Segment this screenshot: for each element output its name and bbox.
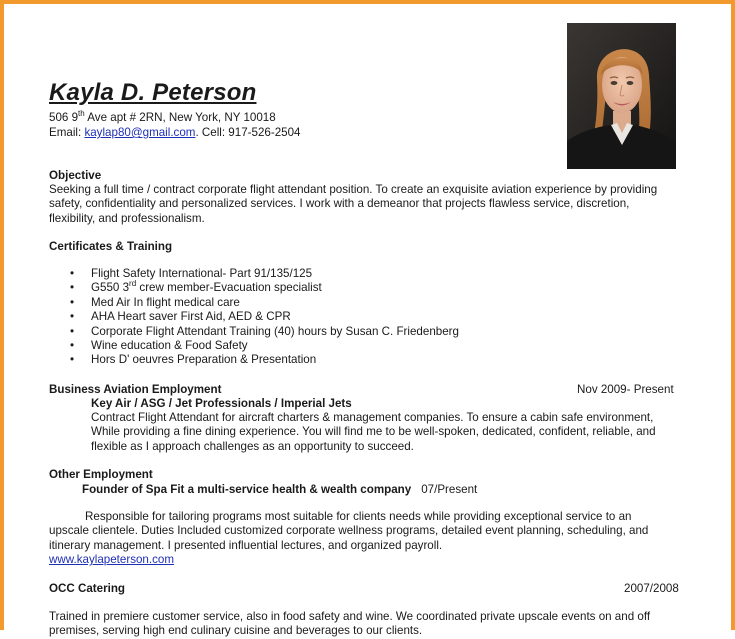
occ-line: Trained in premiere customer service, also in food safety and wine. We coordinated private upscale events on and off [49,610,651,623]
objective-text [49,183,657,226]
objective-line: safety, confidentiality and personalized services. I work with a demeanor that projects flawless service, discretion, [49,197,630,211]
certificates-heading: Certificates & Training [49,240,173,253]
bullet-icon: • [70,281,75,295]
bullet-icon: • [70,310,75,324]
other-company-line [82,483,477,496]
occ-text [49,610,650,639]
business-line: flexible as I approach challenges as an opportunity to succeed. [91,439,414,453]
bullet-icon: • [70,295,75,309]
occ-line: premises, serving high end culinary cuisine and beverages to our clients. [49,624,423,638]
list-item: • Wine education & Food Safety [70,339,248,353]
objective-line: flexibility, and professionalism. [49,211,205,225]
other-company: Founder of Spa Fit a multi-service health & wealth company [82,483,412,496]
other-line: upscale clientele. Duties Included customized corporate wellness programs, detailed event planning, scheduling, and [49,524,649,538]
candidate-name: Kayla D. Peterson [49,79,257,106]
other-date: 07/Present [421,483,478,496]
bullet-icon: • [70,339,75,353]
bullet-icon: • [70,267,75,280]
list-item: • Med Air In flight medical care [70,295,240,309]
certificates-list [70,267,459,368]
business-heading: Business Aviation Employment [49,383,222,396]
occ-date: 2007/2008 [624,582,679,595]
objective-heading: Objective [49,169,102,182]
occ-heading: OCC Catering [49,582,126,595]
list-item: • Corporate Flight Attendant Training (40) hours by Susan C. Friedenberg [70,324,459,338]
bullet-icon: • [70,324,75,338]
other-heading: Other Employment [49,468,153,481]
email-link[interactable]: kaylap80@gmail.com [84,126,196,139]
list-item: • AHA Heart saver First Aid, AED & CPR [70,310,291,324]
list-item: • Flight Safety International- Part 91/135/125 [70,267,313,280]
bullet-icon: • [70,353,75,367]
business-date: Nov 2009- Present [577,383,674,396]
other-text [49,510,648,568]
portrait-image [567,23,676,169]
business-line: Contract Flight Attendant for aircraft charters & management companies. To ensure a cabin safe environment, [91,411,654,424]
business-text [91,411,656,454]
address-line: 506 9th Ave apt # 2RN, New York, NY 10018 [49,109,276,124]
other-line: Responsible for tailoring programs most suitable for clients needs while providing exceptional service to an [85,510,632,523]
objective-line: Seeking a full time / contract corporate flight attendant position. To create an exquisite aviation experience by providing [49,183,658,196]
list-item: • G550 3rd crew member-Evacuation specialist [70,279,322,295]
contact-line: Email: kaylap80@gmail.com. Cell: 917-526-2504 [49,126,301,139]
business-line: While providing a fine dining experience. You will find me to be well-spoken, dedicated, confident, reliable, and [91,425,656,439]
profile-photo [567,23,676,169]
business-company: Key Air / ASG / Jet Professionals / Imperial Jets [91,397,352,410]
list-item: • Hors D' oeuvres Preparation & Presentation [70,353,317,367]
website-link[interactable]: www.kaylapeterson.com [49,553,175,567]
other-line: itinerary management. I presented influential lectures, and organized payroll. [49,538,443,552]
